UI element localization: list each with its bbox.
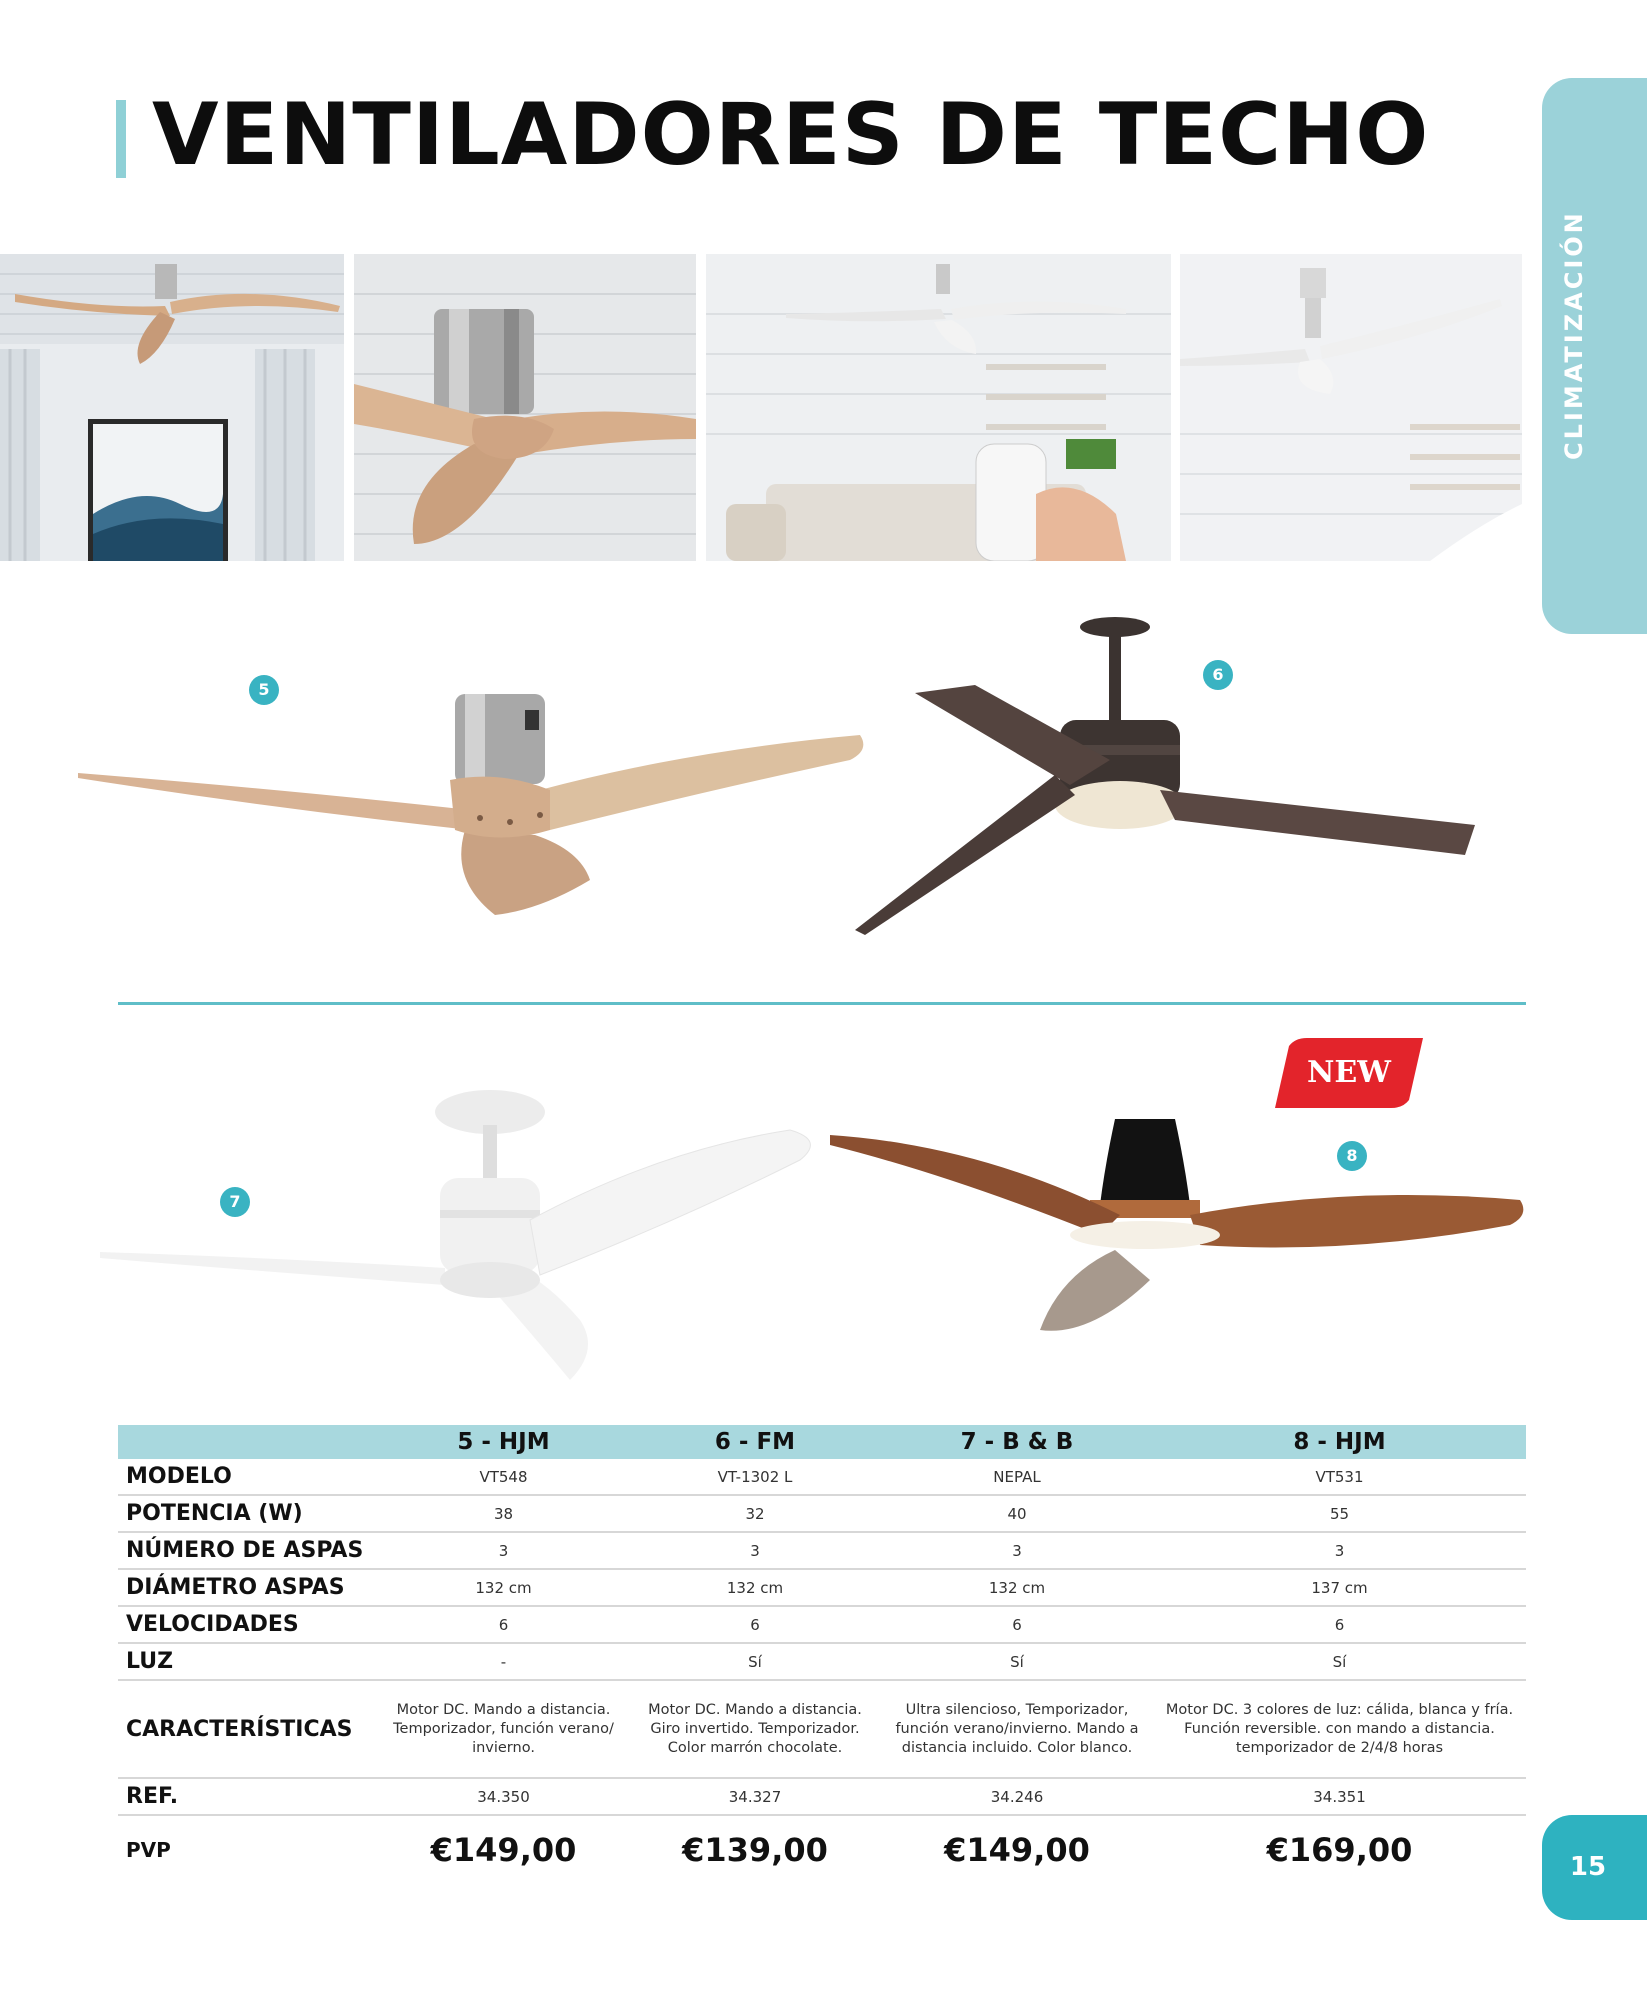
photo-wood-fan-closeup — [354, 254, 696, 561]
table-cell: Sí — [1153, 1643, 1526, 1680]
table-cell: 6 — [1153, 1606, 1526, 1643]
row-label: LUZ — [118, 1643, 378, 1680]
table-cell: Motor DC. Mando a distancia. Giro invertido. Temporizador. Color marrón chocolate. — [629, 1680, 881, 1778]
row-label: DIÁMETRO ASPAS — [118, 1569, 378, 1606]
fan-7-image — [100, 1090, 830, 1380]
table-header-cell: 7 - B & B — [881, 1425, 1153, 1459]
photo-wood-fan-room — [0, 254, 344, 561]
table-row — [118, 1643, 1526, 1680]
table-cell: Ultra silencioso, Temporizador, función verano/invierno. Mando a distancia incluido. Color blanco. — [881, 1680, 1153, 1778]
table-cell: Sí — [881, 1643, 1153, 1680]
table-cell: 132 cm — [629, 1569, 881, 1606]
table-cell: 40 — [881, 1495, 1153, 1532]
price-cell: €149,00 — [944, 1831, 1090, 1869]
photo-white-fan-remote — [706, 254, 1171, 561]
row-label: VELOCIDADES — [118, 1606, 378, 1643]
fan-5-image — [70, 680, 870, 940]
table-cell: VT548 — [378, 1459, 629, 1495]
table-cell: VT-1302 L — [629, 1459, 881, 1495]
table-row-ref — [118, 1778, 1526, 1815]
table-row — [118, 1459, 1526, 1495]
table-cell: 137 cm — [1153, 1569, 1526, 1606]
product-number-8: 8 — [1337, 1141, 1367, 1171]
table-cell: 34.351 — [1153, 1778, 1526, 1815]
product-number-5: 5 — [249, 675, 279, 705]
table-cell: 132 cm — [881, 1569, 1153, 1606]
table-row — [118, 1495, 1526, 1532]
table-cell: Sí — [629, 1643, 881, 1680]
page-title: VENTILADORES DE TECHO — [152, 85, 1430, 185]
price-cell: €149,00 — [430, 1831, 577, 1869]
table-cell: 34.327 — [629, 1778, 881, 1815]
table-header-cell: 6 - FM — [629, 1425, 881, 1459]
new-badge-label: NEW — [1307, 1055, 1391, 1090]
product-number-7: 7 — [220, 1187, 250, 1217]
table-header-blank — [118, 1425, 378, 1459]
table-cell: 3 — [1153, 1532, 1526, 1569]
section-tab — [1542, 78, 1647, 634]
price-cell: €169,00 — [1266, 1831, 1413, 1869]
table-cell: Motor DC. 3 colores de luz: cálida, blanca y fría. Función reversible. con mando a distancia. temporizador de 2/4/8 horas — [1153, 1680, 1526, 1778]
table-cell: 6 — [629, 1606, 881, 1643]
table-header-cell: 8 - HJM — [1153, 1425, 1526, 1459]
table-cell: 3 — [629, 1532, 881, 1569]
photo-white-fan-shelves — [1180, 254, 1522, 561]
fan-6-image — [855, 615, 1495, 945]
row-label: CARACTERÍSTICAS — [118, 1680, 378, 1778]
fan-8-image — [830, 1105, 1530, 1345]
table-cell: 55 — [1153, 1495, 1526, 1532]
table-header-cell: 5 - HJM — [378, 1425, 629, 1459]
table-row — [118, 1569, 1526, 1606]
table-cell: 34.350 — [378, 1778, 629, 1815]
row-label: PVP — [126, 1838, 171, 1862]
table-row — [118, 1606, 1526, 1643]
table-cell: - — [378, 1643, 629, 1680]
new-badge — [1275, 1034, 1423, 1112]
table-cell: Motor DC. Mando a distancia. Temporizador, función verano/ invierno. — [378, 1680, 629, 1778]
table-row-features — [118, 1680, 1526, 1778]
table-cell: 3 — [378, 1532, 629, 1569]
product-number-6: 6 — [1203, 660, 1233, 690]
section-divider — [118, 1002, 1526, 1005]
specs-table — [118, 1425, 1526, 1884]
table-cell: 3 — [881, 1532, 1153, 1569]
section-label: CLIMATIZACIÓN — [1560, 210, 1588, 460]
table-cell: NEPAL — [881, 1459, 1153, 1495]
table-cell: 6 — [378, 1606, 629, 1643]
page-number: 15 — [1569, 1852, 1607, 1882]
table-cell: 38 — [378, 1495, 629, 1532]
table-cell: 34.246 — [881, 1778, 1153, 1815]
table-row — [118, 1532, 1526, 1569]
row-label: NÚMERO DE ASPAS — [118, 1532, 378, 1569]
table-row-price — [118, 1815, 1526, 1884]
price-cell: €139,00 — [682, 1831, 828, 1869]
row-label: REF. — [118, 1778, 378, 1815]
row-label: POTENCIA (W) — [118, 1495, 378, 1532]
table-cell: VT531 — [1153, 1459, 1526, 1495]
row-label: MODELO — [118, 1459, 378, 1495]
table-cell: 6 — [881, 1606, 1153, 1643]
table-header-row — [118, 1425, 1526, 1459]
title-accent-bar — [116, 100, 126, 178]
table-cell: 32 — [629, 1495, 881, 1532]
table-cell: 132 cm — [378, 1569, 629, 1606]
